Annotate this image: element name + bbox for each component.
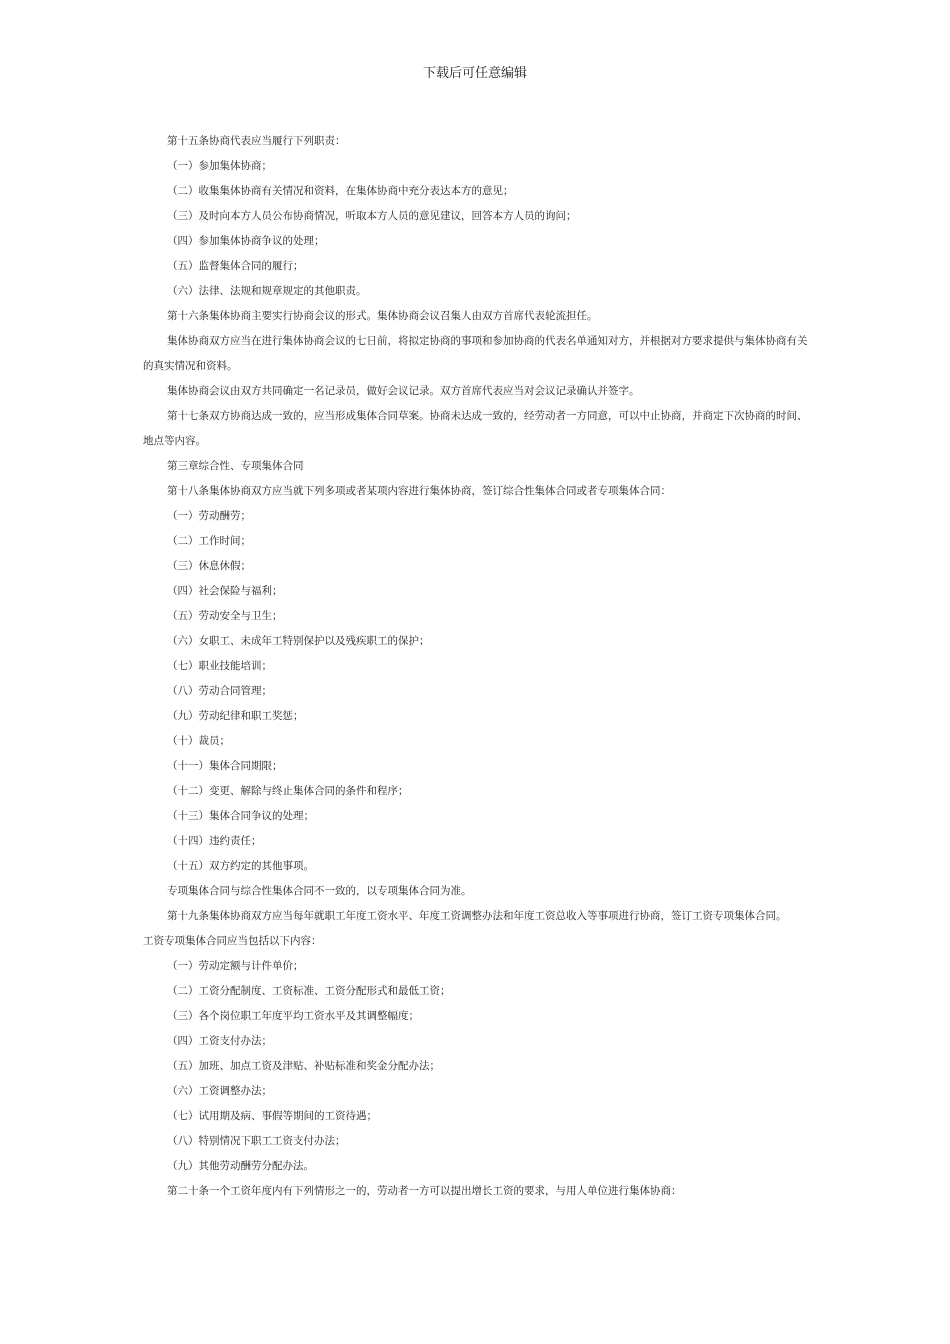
paragraph: （九）其他劳动酬劳分配办法。 bbox=[167, 1160, 314, 1172]
paragraph: （五）监督集体合同的履行； bbox=[167, 260, 304, 272]
paragraph: （十三）集体合同争议的处理； bbox=[167, 810, 314, 822]
paragraph: （三）及时向本方人员公布协商情况，听取本方人员的意见建议，回答本方人员的询问； bbox=[167, 210, 577, 222]
paragraph: 专项集体合同与综合性集体合同不一致的，以专项集体合同为准。 bbox=[167, 885, 472, 897]
paragraph: （五）加班、加点工资及津贴、补贴标准和奖金分配办法； bbox=[167, 1060, 440, 1072]
paragraph: （二）工资分配制度、工资标准、工资分配形式和最低工资； bbox=[167, 985, 451, 997]
paragraph: （十四）违约责任； bbox=[167, 835, 262, 847]
paragraph: 集体协商会议由双方共同确定一名记录员，做好会议记录。双方首席代表应当对会议记录确认并签字。 bbox=[167, 385, 640, 397]
paragraph: （二）收集集体协商有关情况和资料，在集体协商中充分表达本方的意见； bbox=[167, 185, 514, 197]
paragraph: 第十八条集体协商双方应当就下列多项或者某项内容进行集体协商，签订综合性集体合同或者专项集体合同： bbox=[167, 485, 671, 497]
page-header: 下载后可任意编辑 bbox=[422, 66, 527, 81]
paragraph: 第三章综合性、专项集体合同 bbox=[167, 460, 304, 472]
paragraph: 第十六条集体协商主要实行协商会议的形式。集体协商会议召集人由双方首席代表轮流担任。 bbox=[167, 310, 598, 322]
paragraph: （一）劳动定额与计件单价； bbox=[167, 960, 304, 972]
paragraph: （四）工资支付办法； bbox=[167, 1035, 272, 1047]
paragraph: （六）工资调整办法； bbox=[167, 1085, 272, 1097]
paragraph: （九）劳动纪律和职工奖惩； bbox=[167, 710, 304, 722]
paragraph: （六）女职工、未成年工特别保护以及残疾职工的保护； bbox=[167, 635, 430, 647]
paragraph: （一）参加集体协商； bbox=[167, 160, 272, 172]
paragraph: （四）社会保险与福利； bbox=[167, 585, 283, 597]
paragraph: （八）特别情况下职工工资支付办法； bbox=[167, 1135, 346, 1147]
paragraph: （十一）集体合同期限； bbox=[167, 760, 283, 772]
paragraph: 第二十条一个工资年度内有下列情形之一的，劳动者一方可以提出增长工资的要求，与用人单位进行集体协商： bbox=[167, 1185, 682, 1197]
paragraph: （八）劳动合同管理； bbox=[167, 685, 272, 697]
paragraph: （三）休息休假； bbox=[167, 560, 251, 572]
paragraph: （十）裁员； bbox=[167, 735, 230, 747]
paragraph: （十二）变更、解除与终止集体合同的条件和程序； bbox=[167, 785, 409, 797]
paragraph: （一）劳动酬劳； bbox=[167, 510, 251, 522]
paragraph: （四）参加集体协商争议的处理； bbox=[167, 235, 325, 247]
paragraph: （六）法律、法规和规章规定的其他职责。 bbox=[167, 285, 367, 297]
paragraph: （五）劳动安全与卫生； bbox=[167, 610, 283, 622]
paragraph: 第十九条集体协商双方应当每年就职工年度工资水平、年度工资调整办法和年度工资总收入等事项进行协商，签订工资专项集体合同。 bbox=[167, 910, 787, 922]
paragraph: 工资专项集体合同应当包括以下内容： bbox=[143, 935, 322, 947]
paragraph: 集体协商双方应当在进行集体协商会议的七日前，将拟定协商的事项和参加协商的代表名单通知对方，并根据对方要求提供与集体协商有关的真实情况和资料。 bbox=[143, 335, 808, 372]
paragraph: 第十五条协商代表应当履行下列职责： bbox=[167, 135, 346, 147]
paragraph: （十五）双方约定的其他事项。 bbox=[167, 860, 314, 872]
paragraph: 第十七条双方协商达成一致的，应当形成集体合同草案。协商未达成一致的，经劳动者一方同意，可以中止协商，并商定下次协商的时间、地点等内容。 bbox=[143, 410, 808, 447]
paragraph: （三）各个岗位职工年度平均工资水平及其调整幅度； bbox=[167, 1010, 419, 1022]
document-body bbox=[143, 129, 808, 1204]
paragraph: （二）工作时间； bbox=[167, 535, 251, 547]
paragraph: （七）试用期及病、事假等期间的工资待遇； bbox=[167, 1110, 377, 1122]
paragraph: （七）职业技能培训； bbox=[167, 660, 272, 672]
